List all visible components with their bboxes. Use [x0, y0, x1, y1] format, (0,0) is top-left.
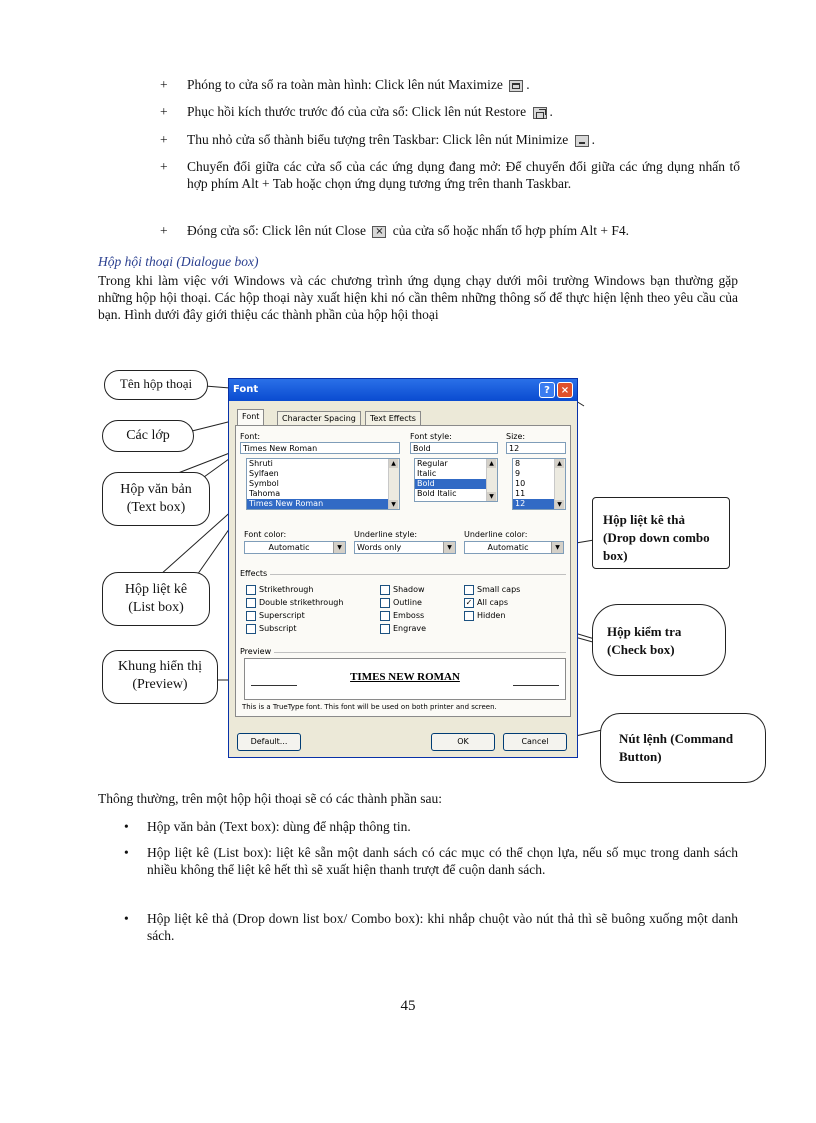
- list-item[interactable]: 8: [515, 459, 521, 468]
- scrollbar[interactable]: [486, 459, 497, 501]
- page-number: 45: [400, 998, 416, 1014]
- list-item[interactable]: Times New Roman: [247, 499, 399, 509]
- underline-color-label: Underline color:: [464, 530, 528, 539]
- preview-right-rule: [513, 685, 559, 686]
- checkbox-superscript[interactable]: Superscript: [246, 610, 305, 621]
- plus-bullet: +: [160, 159, 168, 174]
- list-item[interactable]: Bold: [415, 479, 497, 489]
- preview-divider: [240, 652, 566, 653]
- callout-tabs: Các lớp: [102, 420, 194, 452]
- cancel-button[interactable]: Cancel: [503, 733, 567, 751]
- list-item[interactable]: 10: [515, 479, 526, 488]
- close-icon: ×: [372, 226, 386, 238]
- help-button[interactable]: ?: [539, 382, 555, 398]
- checkbox-shadow[interactable]: Shadow: [380, 584, 425, 595]
- plus-bullet: +: [160, 132, 168, 147]
- default-button[interactable]: Default...: [237, 733, 301, 751]
- font-style-listbox[interactable]: [414, 458, 498, 502]
- list-item[interactable]: Sylfaen: [249, 469, 279, 478]
- list-item[interactable]: Shruti: [249, 459, 273, 468]
- tab-font[interactable]: Font: [237, 409, 264, 427]
- dot-bullet: •: [124, 819, 129, 834]
- list-item[interactable]: 11: [515, 489, 526, 498]
- plus-bullet: +: [160, 77, 168, 92]
- underline-style-label: Underline style:: [354, 530, 418, 539]
- font-tab-panel: [235, 425, 571, 717]
- scroll-up-icon[interactable]: ▲: [487, 459, 496, 468]
- font-textbox[interactable]: Times New Roman: [240, 442, 400, 454]
- font-style-textbox[interactable]: Bold: [410, 442, 498, 454]
- preview-label: Preview: [240, 647, 274, 656]
- font-listbox[interactable]: [246, 458, 400, 510]
- list-item[interactable]: Tahoma: [249, 489, 281, 498]
- list-item[interactable]: 12: [513, 499, 565, 509]
- preview-left-rule: [251, 685, 297, 686]
- dialog-close-button[interactable]: ×: [557, 382, 573, 398]
- callout-listbox: Hộp liệt kê (List box): [102, 572, 210, 626]
- callout-textbox: Hộp văn bản (Text box): [102, 472, 210, 526]
- bullet-switch: + Chuyển đổi giữa các cửa sổ của các ứng dụng đang mở: Để chuyển đổi giữa các ứng dụng nhấn tổ hợp phím Alt + Tab hoặc chọn ứng dụng tương ứng trên thanh Taskbar.: [160, 159, 740, 191]
- checkbox-all-caps[interactable]: ✓ All caps: [465, 597, 509, 607]
- font-color-label: Font color:: [244, 530, 287, 539]
- size-label: Size:: [506, 432, 526, 441]
- checkbox-engrave[interactable]: Engrave: [380, 623, 426, 634]
- dot-bullet: •: [124, 845, 129, 860]
- checkbox-small-caps[interactable]: Small caps: [464, 584, 520, 595]
- component-item: • Hộp liệt kê (List box): liệt kê sẵn một danh sách có các mục có thể chọn lựa, nếu số mục trong danh sách nhiều không thể liệt kê hết thì sẽ xuất hiện thanh trượt để cuộn danh sách.: [124, 845, 738, 877]
- plus-bullet: +: [160, 104, 168, 119]
- checkbox-emboss[interactable]: Emboss: [380, 610, 424, 621]
- checkbox-subscript[interactable]: Subscript: [246, 623, 297, 634]
- bullet-minimize: + Thu nhỏ cửa sổ thành biểu tượng trên Taskbar: Click lên nút Minimize .: [160, 132, 596, 147]
- intro-paragraph: Trong khi làm việc với Windows và các chương trình ứng dụng chạy dưới môi trường Windows bạn thường gặp những hộp hội thoại. Các hộp thoại này xuất hiện khi nó cần thêm những thông số để thực hiện lệnh theo yêu cầu của bạn. Hình dưới đây giới thiệu các thành phần của hộp hội thoại: [98, 273, 738, 322]
- font-style-label: Font style:: [410, 432, 452, 441]
- scrollbar[interactable]: [388, 459, 399, 509]
- tab-character-spacing[interactable]: Character Spacing: [277, 411, 361, 426]
- summary-intro: Thông thường, trên một hộp hội thoại sẽ có các thành phần sau:: [98, 791, 443, 806]
- check-mark-icon[interactable]: ✓: [465, 597, 473, 607]
- checkbox-hidden[interactable]: Hidden: [464, 610, 505, 621]
- dropdown-arrow-icon[interactable]: ▼: [333, 542, 345, 553]
- checkbox-strikethrough[interactable]: Strikethrough: [246, 584, 313, 595]
- plus-bullet: +: [160, 223, 168, 238]
- bullet-maximize: + Phóng to cửa sổ ra toàn màn hình: Click lên nút Maximize .: [160, 77, 530, 92]
- underline-style-combo[interactable]: Words only ▼: [354, 541, 456, 554]
- font-label: Font:: [240, 432, 261, 441]
- tab-text-effects[interactable]: Text Effects: [365, 411, 421, 426]
- ok-button[interactable]: OK: [431, 733, 495, 751]
- list-item[interactable]: 9: [515, 469, 521, 478]
- checkbox-double-strikethrough[interactable]: Double strikethrough: [246, 597, 343, 608]
- component-item: • Hộp văn bản (Text box): dùng để nhập thông tin.: [124, 819, 411, 834]
- section-heading: Hộp hội thoại (Dialogue box): [98, 254, 259, 269]
- scroll-up-icon[interactable]: ▲: [389, 459, 398, 468]
- effects-divider: [240, 574, 566, 575]
- scroll-up-icon[interactable]: ▲: [555, 459, 564, 468]
- list-item[interactable]: Italic: [417, 469, 437, 478]
- checkbox-outline[interactable]: Outline: [380, 597, 422, 608]
- preview-pane: [244, 658, 566, 700]
- callout-preview: Khung hiển thị (Preview): [102, 650, 218, 704]
- connector-title: [205, 386, 230, 388]
- component-item: • Hộp liệt kê thả (Drop down list box/ Combo box): khi nhắp chuột vào nút thả thì sẽ buông xuống một danh sách.: [124, 911, 738, 943]
- bullet-close: + Đóng cửa sổ: Click lên nút Close × của cửa sổ hoặc nhấn tổ hợp phím Alt + F4.: [160, 223, 629, 238]
- font-dialog: [228, 378, 578, 758]
- callout-command-button: Nút lệnh (Command Button): [600, 713, 766, 783]
- underline-color-combo[interactable]: Automatic ▼: [464, 541, 564, 554]
- scroll-down-icon[interactable]: ▼: [555, 500, 564, 509]
- size-textbox[interactable]: 12: [506, 442, 566, 454]
- font-color-combo[interactable]: Automatic ▼: [244, 541, 346, 554]
- dropdown-arrow-icon[interactable]: ▼: [443, 542, 455, 553]
- bullet-restore: + Phục hồi kích thước trước đó của cửa sổ: Click lên nút Restore .: [160, 104, 553, 119]
- callout-dialog-title: Tên hộp thoại: [104, 370, 208, 400]
- dropdown-arrow-icon[interactable]: ▼: [551, 542, 563, 553]
- scroll-down-icon[interactable]: ▼: [487, 492, 496, 501]
- preview-text: TIMES NEW ROMAN: [350, 671, 460, 683]
- scrollbar[interactable]: [554, 459, 565, 509]
- size-listbox[interactable]: [512, 458, 566, 510]
- effects-label: Effects: [240, 569, 270, 578]
- list-item[interactable]: Regular: [417, 459, 448, 468]
- callout-checkbox: Hộp kiểm tra (Check box): [592, 604, 726, 676]
- dot-bullet: •: [124, 911, 129, 926]
- scroll-down-icon[interactable]: ▼: [389, 500, 398, 509]
- dialog-title: Font: [229, 379, 577, 401]
- list-item[interactable]: Bold Italic: [417, 489, 457, 498]
- truetype-info: This is a TrueType font. This font will be used on both printer and screen.: [242, 703, 497, 711]
- callout-dropdown: Hộp liệt kê thả (Drop down combo box): [592, 497, 730, 569]
- list-item[interactable]: Symbol: [249, 479, 279, 488]
